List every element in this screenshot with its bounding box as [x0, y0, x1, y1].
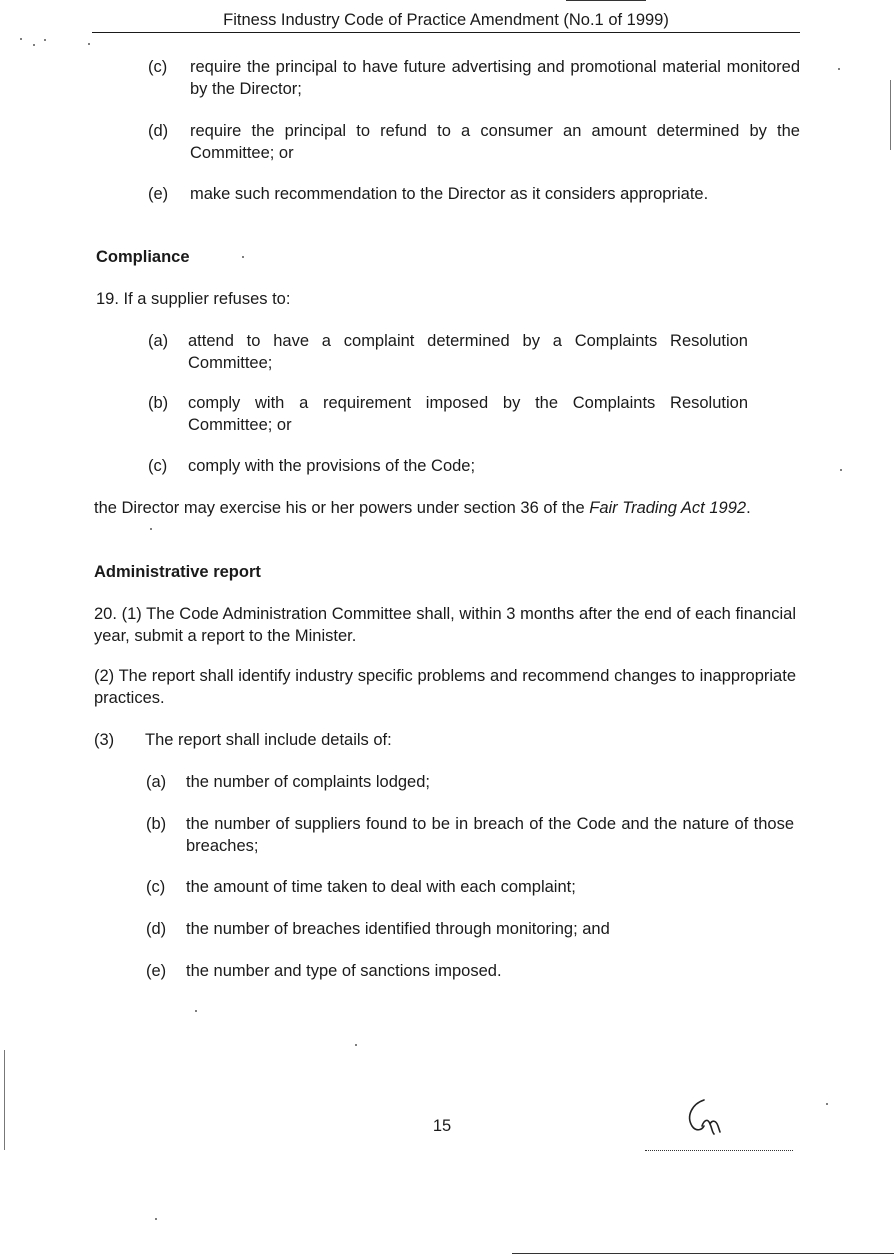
act-name: Fair Trading Act 1992 — [589, 499, 747, 517]
item-text: the amount of time taken to deal with each complaint; — [186, 878, 576, 896]
handwritten-initials-signature — [682, 1094, 732, 1140]
item-label: (d) — [148, 122, 169, 140]
compliance-closing — [94, 497, 797, 519]
item-text: comply with a requirement imposed by the Complaints Resolution Committee; or — [188, 394, 748, 434]
list-item — [146, 771, 794, 793]
scan-speck — [33, 44, 35, 46]
item-label: (e) — [148, 185, 169, 203]
signature-line — [645, 1150, 793, 1151]
item-label: (b) — [148, 394, 169, 412]
page-header-title: Fitness Industry Code of Practice Amendment (No.1 of 1999) — [223, 11, 669, 29]
clause-20-1: 20. (1) The Code Administration Committee shall, within 3 months after the end of each financial year, submit a report to the Minister. — [94, 605, 796, 645]
item-label: (3) — [94, 731, 115, 749]
item-text: require the principal to refund to a consumer an amount determined by the Committee; or — [190, 122, 800, 162]
item-label: (c) — [148, 58, 168, 76]
scan-speck — [838, 68, 840, 70]
scan-edge-mark — [890, 80, 891, 150]
clause-19-intro: 19. If a supplier refuses to: — [96, 290, 291, 308]
closing-prefix: the Director may exercise his or her powers under section 36 of the — [94, 499, 590, 517]
closing-suffix: . — [746, 499, 751, 517]
scan-speck — [150, 528, 152, 530]
item-text: the number of suppliers found to be in breach of the Code and the nature of those breaches; — [186, 815, 794, 855]
list-item — [148, 330, 788, 374]
item-text: the number of breaches identified through monitoring; and — [186, 920, 610, 938]
item-text: the number and type of sanctions imposed. — [186, 962, 502, 980]
scan-speck — [195, 1010, 197, 1012]
list-item — [146, 813, 794, 857]
scan-edge-mark — [4, 1050, 5, 1150]
item-label: (c) — [146, 878, 166, 896]
item-text: require the principal to have future advertising and promotional material monitored by the Director; — [190, 58, 800, 98]
scan-speck — [88, 43, 90, 45]
scan-speck — [44, 39, 46, 41]
clause-20-3 — [94, 729, 794, 751]
item-label: (d) — [146, 920, 167, 938]
item-label: (c) — [148, 457, 168, 475]
section-heading-compliance: Compliance — [96, 248, 190, 266]
item-label: (b) — [146, 815, 167, 833]
item-label: (a) — [148, 332, 169, 350]
top-edge-rule — [566, 0, 646, 1]
scan-speck — [20, 38, 22, 40]
scan-speck — [826, 1103, 828, 1105]
scan-speck — [840, 469, 842, 471]
section-heading-administrative-report: Administrative report — [94, 563, 261, 581]
item-label: (e) — [146, 962, 167, 980]
clause-20-2: (2) The report shall identify industry specific problems and recommend changes to inappropriate practices. — [94, 667, 796, 707]
list-item — [148, 120, 800, 164]
item-text: the number of complaints lodged; — [186, 773, 430, 791]
list-item — [148, 392, 788, 436]
list-item — [146, 918, 794, 940]
item-label: (a) — [146, 773, 167, 791]
header-rule — [92, 32, 800, 33]
page-number: 15 — [432, 1117, 452, 1135]
item-text: make such recommendation to the Director as it considers appropriate. — [190, 185, 709, 203]
item-text: The report shall include details of: — [145, 731, 392, 749]
item-text: comply with the provisions of the Code; — [188, 457, 476, 475]
list-item — [146, 960, 794, 982]
list-item — [148, 183, 800, 205]
bottom-edge-rule — [512, 1253, 894, 1254]
list-item — [148, 56, 800, 100]
scan-speck — [155, 1218, 157, 1220]
list-item — [148, 455, 788, 477]
scan-speck — [242, 256, 244, 258]
item-text: attend to have a complaint determined by a Complaints Resolution Committee; — [188, 332, 748, 372]
list-item — [146, 876, 794, 898]
scan-speck — [355, 1044, 357, 1046]
